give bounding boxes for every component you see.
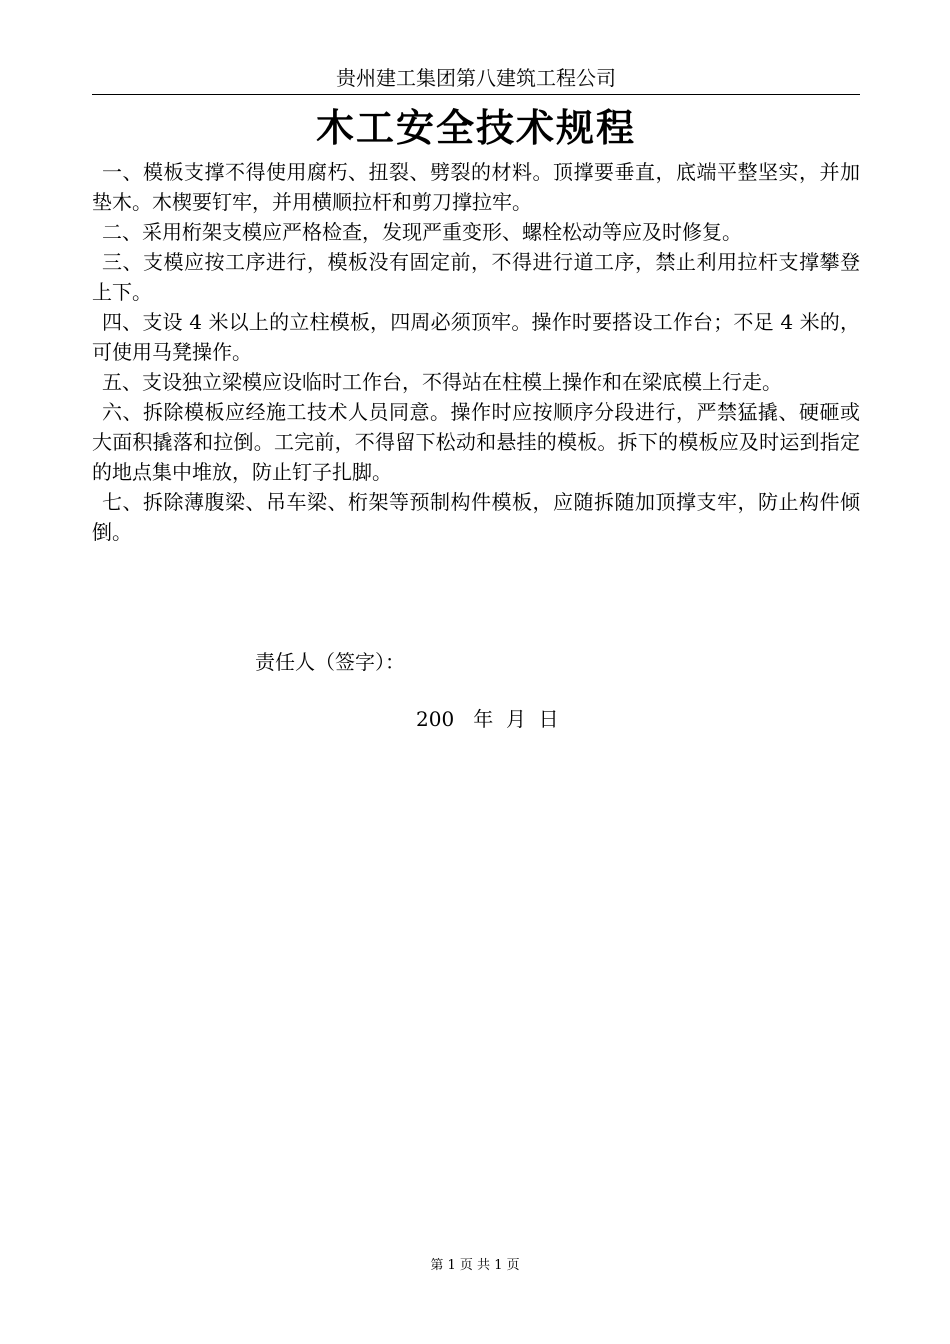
rule-paragraph-4: 四、支设 4 米以上的立柱模板，四周必须顶牢。操作时要搭设工作台；不足 4 米的，可使用马凳操作。 — [92, 310, 860, 364]
header-company-name: 贵州建工集团第八建筑工程公司 — [336, 66, 616, 90]
document-body — [92, 157, 860, 547]
document-title: 木工安全技术规程 — [315, 106, 636, 150]
rule-paragraph-6: 六、拆除模板应经施工技术人员同意。操作时应按顺序分段进行，严禁猛撬、硬砸或大面积撬落和拉倒。工完前，不得留下松动和悬挂的模板。拆下的模板应及时运到指定的地点集中堆放，防止钉子扎脚。 — [92, 400, 860, 484]
rule-paragraph-5: 五、支设独立梁模应设临时工作台，不得站在柱模上操作和在梁底模上行走。 — [102, 370, 782, 394]
rule-paragraph-7: 七、拆除薄腹梁、吊车梁、桁架等预制构件模板，应随拆随加顶撑支牢，防止构件倾倒。 — [92, 490, 860, 544]
rule-paragraph-3: 三、支模应按工序进行，模板没有固定前，不得进行道工序，禁止利用拉杆支撑攀登上下。 — [92, 250, 860, 304]
rule-paragraph-2: 二、采用桁架支模应严格检查，发现严重变形、螺栓松动等应及时修复。 — [102, 220, 742, 244]
date-line: 200 年 月 日 — [416, 707, 559, 731]
signature-label: 责任人（签字）： — [255, 650, 405, 674]
rule-paragraph-1: 一、模板支撑不得使用腐朽、扭裂、劈裂的材料。顶撑要垂直，底端平整坚实，并加垫木。木楔要钉牢，并用横顺拉杆和剪刀撑拉牢。 — [92, 160, 860, 214]
header-divider — [92, 94, 860, 95]
page-number-footer: 第 1 页 共 1 页 — [430, 1258, 520, 1273]
